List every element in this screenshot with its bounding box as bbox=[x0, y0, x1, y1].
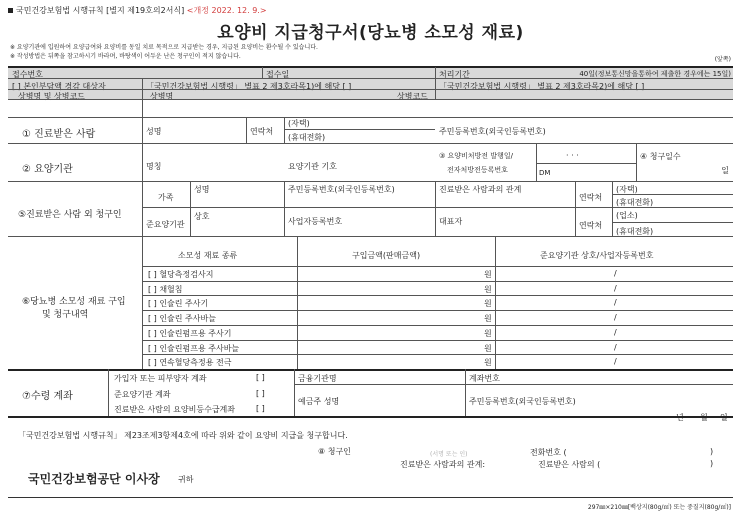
rule bbox=[142, 354, 733, 355]
prescription-date-label: ③ 요양비처방전 발행일/ bbox=[439, 152, 513, 160]
note-instructions: ※ 작성방법은 뒤쪽을 참고하시기 바라며, 바탕색이 어두운 난은 청구인이 적지 않습니다. bbox=[10, 53, 241, 60]
account-option-member: 가입자 또는 피부양자 계좌 bbox=[114, 374, 207, 383]
account-holder-field[interactable]: 예금주 성명 bbox=[298, 397, 340, 406]
section-7-label: ⑦수령 계좌 bbox=[22, 391, 73, 402]
supply-item-checkbox[interactable]: [ ] 인슐린펌프용 주사기 bbox=[148, 328, 232, 338]
rule bbox=[142, 340, 733, 341]
rule bbox=[284, 129, 435, 130]
prescription-date-field[interactable]: · · · bbox=[566, 151, 579, 160]
section-6-label-line1: ⑥당뇨병 소모성 재료 구입 bbox=[22, 297, 126, 307]
rule bbox=[536, 143, 537, 181]
rule bbox=[612, 222, 733, 223]
rule bbox=[262, 67, 263, 78]
revision-date: <개정 2022. 12. 9.> bbox=[186, 6, 267, 15]
rule bbox=[142, 325, 733, 326]
supply-item-provider-field[interactable]: / bbox=[614, 357, 617, 367]
square-bullet-icon bbox=[8, 8, 13, 13]
rule bbox=[284, 181, 285, 236]
patient-contact-label: 연락처 bbox=[250, 127, 274, 136]
copay-reduction-checkbox[interactable]: [ ] 본인부담액 경감 대상자 bbox=[12, 82, 106, 91]
family-name-field[interactable]: 성명 bbox=[194, 185, 210, 194]
supply-item-amount-field[interactable]: 원 bbox=[484, 270, 492, 279]
rule bbox=[142, 310, 733, 311]
col-provider-info: 준요양기관 상호/사업자등록번호 bbox=[540, 251, 654, 260]
supply-item-checkbox[interactable]: [ ] 인슐린 주사기 bbox=[148, 299, 209, 309]
front-side-label: (앞쪽) bbox=[714, 56, 731, 63]
section-6-label-line2: 및 청구내역 bbox=[42, 310, 89, 320]
account-option-benefit-checkbox[interactable]: [ ] bbox=[256, 404, 265, 413]
supply-item-checkbox[interactable]: [ ] 인슐린펌프용 주사바늘 bbox=[148, 343, 240, 353]
rule bbox=[8, 143, 733, 144]
section-5-label: ⑤진료받은 사람 외 청구인 bbox=[18, 210, 122, 220]
rule bbox=[435, 181, 436, 236]
family-label: 가족 bbox=[158, 193, 174, 202]
dm-number-field[interactable]: DM bbox=[539, 169, 551, 177]
rule bbox=[575, 181, 576, 236]
disease-name-label: 상병명 bbox=[150, 92, 174, 101]
claimant-relation-label: 진료받은 사람과의 관계: bbox=[400, 460, 486, 469]
rule bbox=[142, 281, 733, 282]
rule bbox=[636, 143, 637, 181]
note-refund: ※ 요양기관에 입원하여 요양급여와 요양비를 동일 치료 목적으로 지급받는 경우, 지급된 요양비는 환수될 수 있습니다. bbox=[10, 44, 318, 51]
rule bbox=[8, 78, 733, 79]
bank-name-field[interactable]: 금융기관명 bbox=[298, 374, 337, 383]
rule bbox=[294, 384, 733, 385]
family-rrn-field[interactable]: 주민등록번호(외국인등록번호) bbox=[288, 185, 395, 194]
ordinance-3-ra-2-checkbox[interactable]: 「국민건강보험법 시행령」 별표 2 제3호라목2)에 해당 [ ] bbox=[439, 82, 645, 91]
rule bbox=[8, 181, 733, 182]
rule bbox=[612, 181, 613, 236]
claim-days-unit: 일 bbox=[721, 166, 729, 175]
rule bbox=[495, 236, 496, 369]
account-number-field[interactable]: 계좌번호 bbox=[469, 374, 500, 383]
relation-field[interactable]: 진료받은 사람과의 관계 bbox=[439, 185, 522, 194]
col-purchase-amount: 구입금액(판매금액) bbox=[352, 251, 421, 260]
rule bbox=[246, 117, 247, 143]
date-month-label: 월 bbox=[700, 413, 708, 422]
page-title: 요양비 지급청구서(당뇨병 소모성 재료) bbox=[217, 23, 524, 43]
rule bbox=[142, 99, 143, 369]
account-holder-rrn-field[interactable]: 주민등록번호(외국인등록번호) bbox=[469, 397, 576, 406]
account-option-benefit: 진료받은 사람의 요양비등수급계좌 bbox=[114, 405, 236, 414]
supply-item-amount-field[interactable]: 원 bbox=[484, 328, 492, 338]
provider-contact-label: 연락처 bbox=[579, 221, 603, 230]
facility-code-field[interactable]: 요양기관 기호 bbox=[288, 162, 337, 171]
claimant-label: ⑧ 청구인 bbox=[318, 447, 351, 456]
col-supply-type: 소모성 재료 종류 bbox=[178, 251, 238, 260]
supply-item-provider-field[interactable]: / bbox=[614, 313, 617, 323]
date-day-label: 일 bbox=[720, 413, 728, 422]
rule bbox=[8, 236, 733, 237]
family-home-phone[interactable]: (자택) bbox=[616, 185, 638, 194]
section-1-label: ① 진료받은 사람 bbox=[22, 129, 96, 140]
family-contact-label: 연락처 bbox=[579, 193, 603, 202]
family-mobile-phone[interactable]: (휴대전화) bbox=[616, 198, 654, 207]
supply-item-amount-field[interactable]: 원 bbox=[484, 343, 492, 353]
supply-item-checkbox[interactable]: [ ] 인슐린 주사바늘 bbox=[148, 314, 216, 324]
provider-mobile-phone[interactable]: (휴대전화) bbox=[616, 227, 654, 236]
rule bbox=[142, 266, 733, 267]
supply-item-amount-field[interactable]: 원 bbox=[484, 284, 492, 294]
rule bbox=[142, 207, 733, 208]
rule bbox=[8, 89, 733, 90]
claim-days-label: ④ 청구일수 bbox=[640, 152, 681, 161]
rule bbox=[8, 416, 733, 418]
rule bbox=[190, 181, 191, 236]
provider-ceo-field[interactable]: 대표자 bbox=[439, 217, 463, 226]
supply-item-checkbox[interactable]: [ ] 연속혈당측정용 전극 bbox=[148, 358, 232, 368]
rule bbox=[8, 497, 733, 498]
rule bbox=[8, 66, 733, 68]
rule bbox=[8, 117, 733, 118]
signature-field[interactable]: (서명 또는 인) bbox=[430, 451, 468, 458]
claimant-relation-field[interactable]: 진료받은 사람의 ( bbox=[538, 460, 601, 469]
supply-item-amount-field[interactable]: 원 bbox=[484, 314, 492, 324]
receipt-date: 접수일 bbox=[266, 70, 290, 79]
patient-rrn-field[interactable]: 주민등록번호(외국인등록번호) bbox=[439, 127, 546, 136]
provider-business-number-field[interactable]: 사업자등록번호 bbox=[288, 217, 343, 226]
rule bbox=[612, 194, 733, 195]
rule bbox=[435, 67, 436, 99]
process-period-value: 40일(정보통신망을통하여 제출한 경우에는 15일) bbox=[579, 70, 731, 78]
receipt-number: 접수번호 bbox=[12, 70, 43, 79]
account-option-provider-checkbox[interactable]: [ ] bbox=[256, 389, 265, 398]
section-2-label: ② 요양기관 bbox=[22, 164, 73, 175]
supply-item-provider-field[interactable]: / bbox=[614, 269, 617, 278]
rule bbox=[142, 295, 733, 296]
recipient-honorific: 귀하 bbox=[178, 475, 194, 484]
date-year-label: 년 bbox=[676, 413, 684, 422]
rule bbox=[108, 369, 109, 416]
disease-code-label: 상병코드 bbox=[397, 92, 428, 101]
process-period-label: 처리기간 bbox=[439, 70, 470, 79]
regulation-text: 국민건강보험법 시행규칙 [별지 제19호의2서식] bbox=[16, 6, 185, 15]
rule bbox=[536, 163, 636, 164]
provider-trade-name-field[interactable]: 상호 bbox=[194, 212, 210, 221]
rule bbox=[8, 99, 733, 100]
supply-item-provider-field[interactable]: / bbox=[614, 283, 617, 293]
rule bbox=[465, 369, 466, 416]
disease-label: 상병명 및 상병코드 bbox=[18, 92, 85, 101]
rule bbox=[294, 369, 295, 416]
patient-name-field[interactable]: 성명 bbox=[146, 127, 162, 136]
claimant-phone-field[interactable]: 전화번호 ( bbox=[530, 448, 567, 457]
supply-item-provider-field[interactable]: / bbox=[614, 327, 617, 337]
supply-item-provider-field[interactable]: / bbox=[614, 342, 617, 352]
provider-label: 준요양기관 bbox=[146, 220, 185, 229]
regulation-line bbox=[8, 5, 267, 16]
claimant-phone-close: ) bbox=[710, 447, 714, 456]
provider-work-phone[interactable]: (업소) bbox=[616, 211, 638, 220]
supply-item-checkbox[interactable]: [ ] 채혈침 bbox=[148, 284, 183, 294]
claim-statement: 「국민건강보험법 시행규칙」 제23조제3항제4호에 따라 위와 같이 요양비 지급을 청구합니다. bbox=[18, 431, 348, 440]
ordinance-3-ra-1-checkbox[interactable]: 「국민건강보험법 시행령」 별표 2 제3호라목1)에 해당 [ ] bbox=[146, 82, 352, 91]
paper-spec: 297㎜×210㎜[백상지(80g/㎡) 또는 중질지(80g/㎡)] bbox=[587, 504, 731, 511]
rule bbox=[297, 236, 298, 369]
patient-home-phone[interactable]: (자택) bbox=[288, 119, 310, 128]
recipient-name: 국민건강보험공단 이사장 bbox=[28, 472, 160, 486]
supply-item-checkbox[interactable]: [ ] 혈당측정검사지 bbox=[148, 270, 214, 279]
claimant-relation-close: ) bbox=[710, 459, 714, 468]
facility-name-field[interactable]: 명칭 bbox=[146, 162, 162, 171]
rule bbox=[284, 117, 285, 143]
account-option-member-checkbox[interactable]: [ ] bbox=[256, 373, 265, 382]
patient-mobile-phone[interactable]: (휴대전화) bbox=[288, 133, 326, 142]
supply-item-amount-field[interactable]: 원 bbox=[484, 299, 492, 309]
rule bbox=[8, 369, 733, 371]
supply-item-amount-field[interactable]: 원 bbox=[484, 358, 492, 368]
account-option-provider: 준요양기관 계좌 bbox=[114, 390, 171, 399]
supply-item-provider-field[interactable]: / bbox=[614, 298, 617, 308]
e-prescription-label: 전자처방전등록번호 bbox=[447, 166, 508, 174]
